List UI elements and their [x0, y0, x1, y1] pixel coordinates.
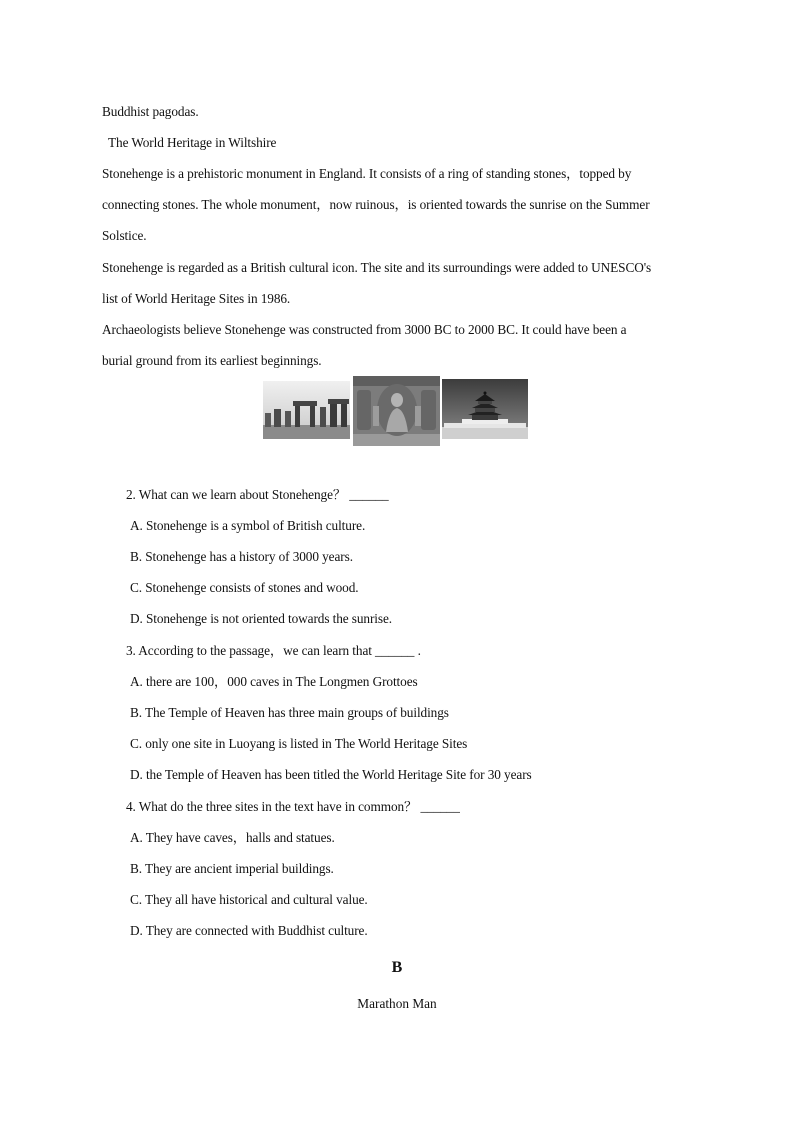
answer-option: B. Stonehenge has a history of 3000 years.: [130, 549, 353, 564]
question-stem: 3. According to the passage，we can learn that ______ .: [126, 643, 421, 658]
section-letter: B: [391, 959, 403, 976]
question-stem: 4. What do the three sites in the text have in common？ ______: [126, 799, 460, 814]
buddha-grotto-photo: [353, 376, 440, 446]
passage-line: Stonehenge is regarded as a British cultural icon. The site and its surroundings were added to UNESCO's: [102, 260, 652, 275]
stonehenge-photo: [263, 381, 350, 439]
answer-option: D. They are connected with Buddhist culture.: [130, 923, 368, 938]
passage-line: list of World Heritage Sites in 1986.: [102, 291, 291, 306]
answer-option: C. Stonehenge consists of stones and wood.: [130, 580, 359, 595]
section-title: The World Heritage in Wiltshire: [108, 135, 277, 150]
passage-line: Buddhist pagodas.: [102, 104, 199, 119]
section-title: Marathon Man: [357, 996, 437, 1011]
answer-option: A. there are 100，000 caves in The Longmen Grottoes: [130, 674, 418, 689]
answer-option: A. Stonehenge is a symbol of British culture.: [130, 518, 366, 533]
temple-of-heaven-photo: [442, 379, 528, 439]
passage-line: Archaeologists believe Stonehenge was constructed from 3000 BC to 2000 BC. It could have been a: [102, 322, 627, 337]
passage-line: connecting stones. The whole monument，now ruinous，is oriented towards the sunrise on the Summer: [102, 197, 650, 212]
answer-option: B. They are ancient imperial buildings.: [130, 861, 334, 876]
answer-option: A. They have caves，halls and statues.: [130, 830, 335, 845]
answer-option: D. Stonehenge is not oriented towards the sunrise.: [130, 611, 392, 626]
answer-option: C. only one site in Luoyang is listed in The World Heritage Sites: [130, 736, 468, 751]
answer-option: D. the Temple of Heaven has been titled the World Heritage Site for 30 years: [130, 767, 532, 782]
passage-line: Solstice.: [102, 228, 147, 243]
answer-option: C. They all have historical and cultural value.: [130, 892, 368, 907]
passage-line: Stonehenge is a prehistoric monument in England. It consists of a ring of standing stones，topped by: [102, 166, 632, 181]
answer-option: B. The Temple of Heaven has three main groups of buildings: [130, 705, 449, 720]
question-stem: 2. What can we learn about Stonehenge？ ______: [126, 487, 389, 502]
passage-line: burial ground from its earliest beginnings.: [102, 353, 322, 368]
